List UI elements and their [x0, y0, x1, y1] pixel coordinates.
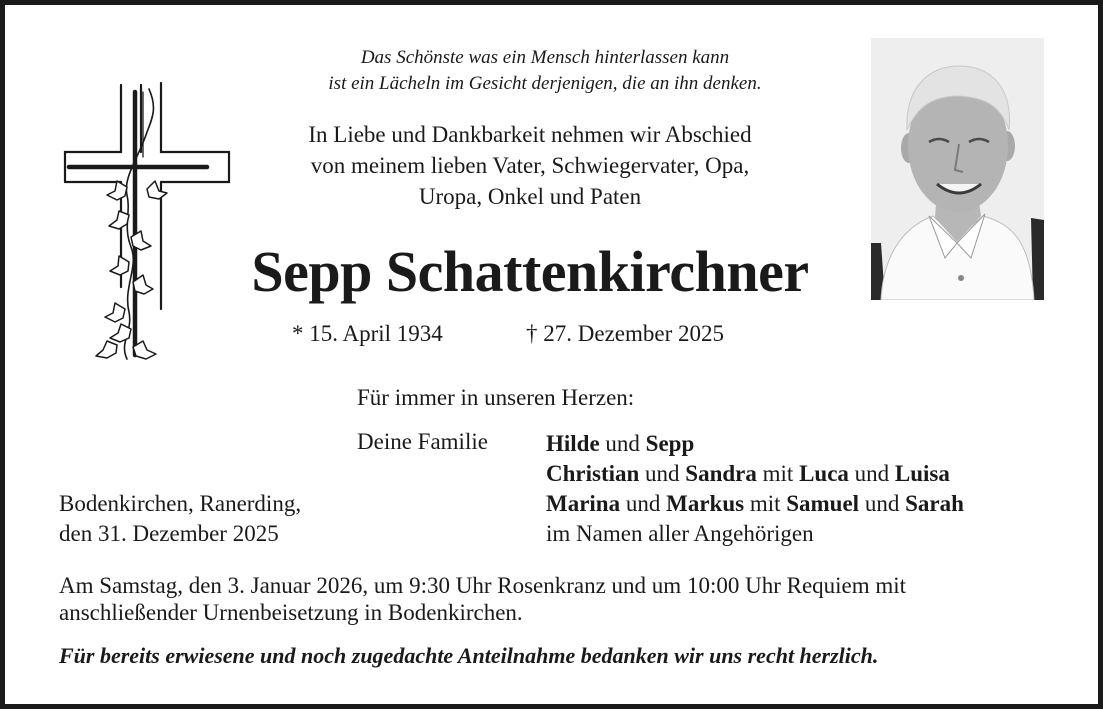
family-line [546, 459, 964, 489]
place-line: Bodenkirchen, Ranerding, [59, 491, 302, 516]
thanks-line: Für bereits erwiesene und noch zugedachte Anteilnahme bedanken wir uns recht herzlich. [59, 643, 879, 668]
family-conjunction: mit [749, 491, 781, 516]
memorial-quote [185, 45, 905, 97]
family-member: Sandra [685, 461, 757, 486]
family-line: im Namen aller Angehörigen [546, 521, 814, 546]
quote-line: ist ein Lächeln im Gesicht derjenigen, die an ihn denken. [328, 73, 762, 94]
funeral-info [59, 572, 1059, 626]
farewell-line: In Liebe und Dankbarkeit nehmen wir Abschied [308, 122, 752, 147]
family-member: Hilde [546, 431, 600, 456]
birth-date: * 15. April 1934 [292, 321, 443, 346]
portrait-photo [871, 38, 1044, 300]
family-conjunction: und [864, 491, 900, 516]
family-line [546, 429, 964, 459]
quote-line: Das Schönste was ein Mensch hinterlassen kann [360, 47, 730, 68]
family-member: Sepp [645, 431, 695, 456]
family-label: Deine Familie [357, 429, 488, 454]
forever-line: Für immer in unseren Herzen: [357, 385, 635, 410]
family-member: Markus [666, 491, 745, 516]
date-line: den 31. Dezember 2025 [59, 521, 279, 546]
farewell-line: Uropa, Onkel und Paten [418, 184, 642, 209]
family-member: Luca [799, 461, 849, 486]
funeral-line: Am Samstag, den 3. Januar 2026, um 9:30 Uhr Rosenkranz und um 10:00 Uhr Requiem mit [59, 573, 907, 598]
family-member: Luisa [894, 461, 950, 486]
family-list [546, 429, 964, 549]
death-date: † 27. Dezember 2025 [526, 321, 724, 346]
family-line [546, 489, 964, 519]
deceased-name: Sepp Schattenkirchner [251, 239, 809, 304]
family-member: Samuel [786, 491, 860, 516]
family-member: Marina [546, 491, 621, 516]
family-member: Sarah [905, 491, 964, 516]
farewell-line: von meinem lieben Vater, Schwiegervater, Opa, [310, 153, 750, 178]
farewell-text [185, 119, 875, 212]
family-conjunction: und [605, 431, 640, 456]
family-member: Christian [546, 461, 640, 486]
family-conjunction: und [854, 461, 890, 486]
funeral-line: anschließender Urnenbeisetzung in Bodenkirchen. [59, 600, 523, 625]
family-conjunction: und [645, 461, 680, 486]
family-conjunction: mit [762, 461, 794, 486]
place-and-date [59, 489, 301, 549]
family-conjunction: und [625, 491, 661, 516]
